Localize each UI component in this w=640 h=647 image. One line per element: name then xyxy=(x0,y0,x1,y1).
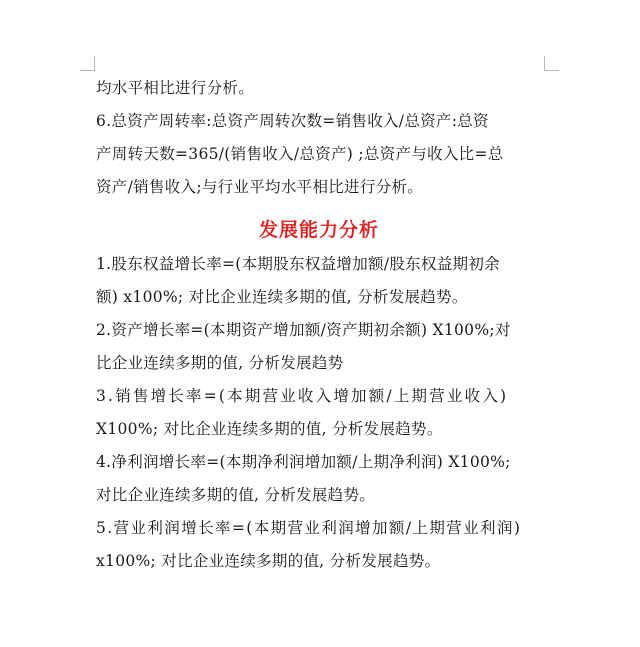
text-line: 比企业连续多期的值, 分析发展趋势 xyxy=(96,354,344,372)
text-line: 额) x100%; 对比企业连续多期的值, 分析发展趋势。 xyxy=(96,288,468,306)
text-line: 4.净利润增长率=(本期净利润增加额/上期净利润) X100%; xyxy=(96,453,511,471)
list-item-operating-profit-growth xyxy=(96,512,542,578)
list-item-net-profit-growth xyxy=(96,446,542,512)
list-item-equity-growth xyxy=(96,248,542,314)
paragraph-asset-turnover xyxy=(96,72,542,204)
text-line: X100%; 对比企业连续多期的值, 分析发展趋势。 xyxy=(96,420,443,438)
text-line: 6.总资产周转率:总资产周转次数=销售收入/总资产:总资 xyxy=(96,112,489,130)
text-line: 对比企业连续多期的值, 分析发展趋势。 xyxy=(96,486,376,504)
text-line: 3.销售增长率=(本期营业收入增加额/上期营业收入) xyxy=(96,387,509,405)
list-item-asset-growth xyxy=(96,314,542,380)
crop-mark-top-left xyxy=(80,56,95,71)
list-item-sales-growth xyxy=(96,380,542,446)
section-heading: 发展能力分析 xyxy=(258,219,379,241)
text-line: 5.营业利润增长率=(本期营业利润增加额/上期营业利润) xyxy=(96,519,522,537)
document-body xyxy=(96,72,542,578)
text-line: 均水平相比进行分析。 xyxy=(96,79,255,97)
text-line: 1.股东权益增长率=(本期股东权益增加额/股东权益期初余 xyxy=(96,255,500,273)
text-line: x100%; 对比企业连续多期的值, 分析发展趋势。 xyxy=(96,552,441,570)
text-line: 2.资产增长率=(本期资产增加额/资产期初余额) X100%;对 xyxy=(96,321,511,339)
crop-mark-top-right xyxy=(544,56,559,71)
text-line: 资产/销售收入;与行业平均水平相比进行分析。 xyxy=(96,178,424,196)
text-line: 产周转天数=365/(销售收入/总资产) ;总资产与收入比=总 xyxy=(96,145,504,163)
